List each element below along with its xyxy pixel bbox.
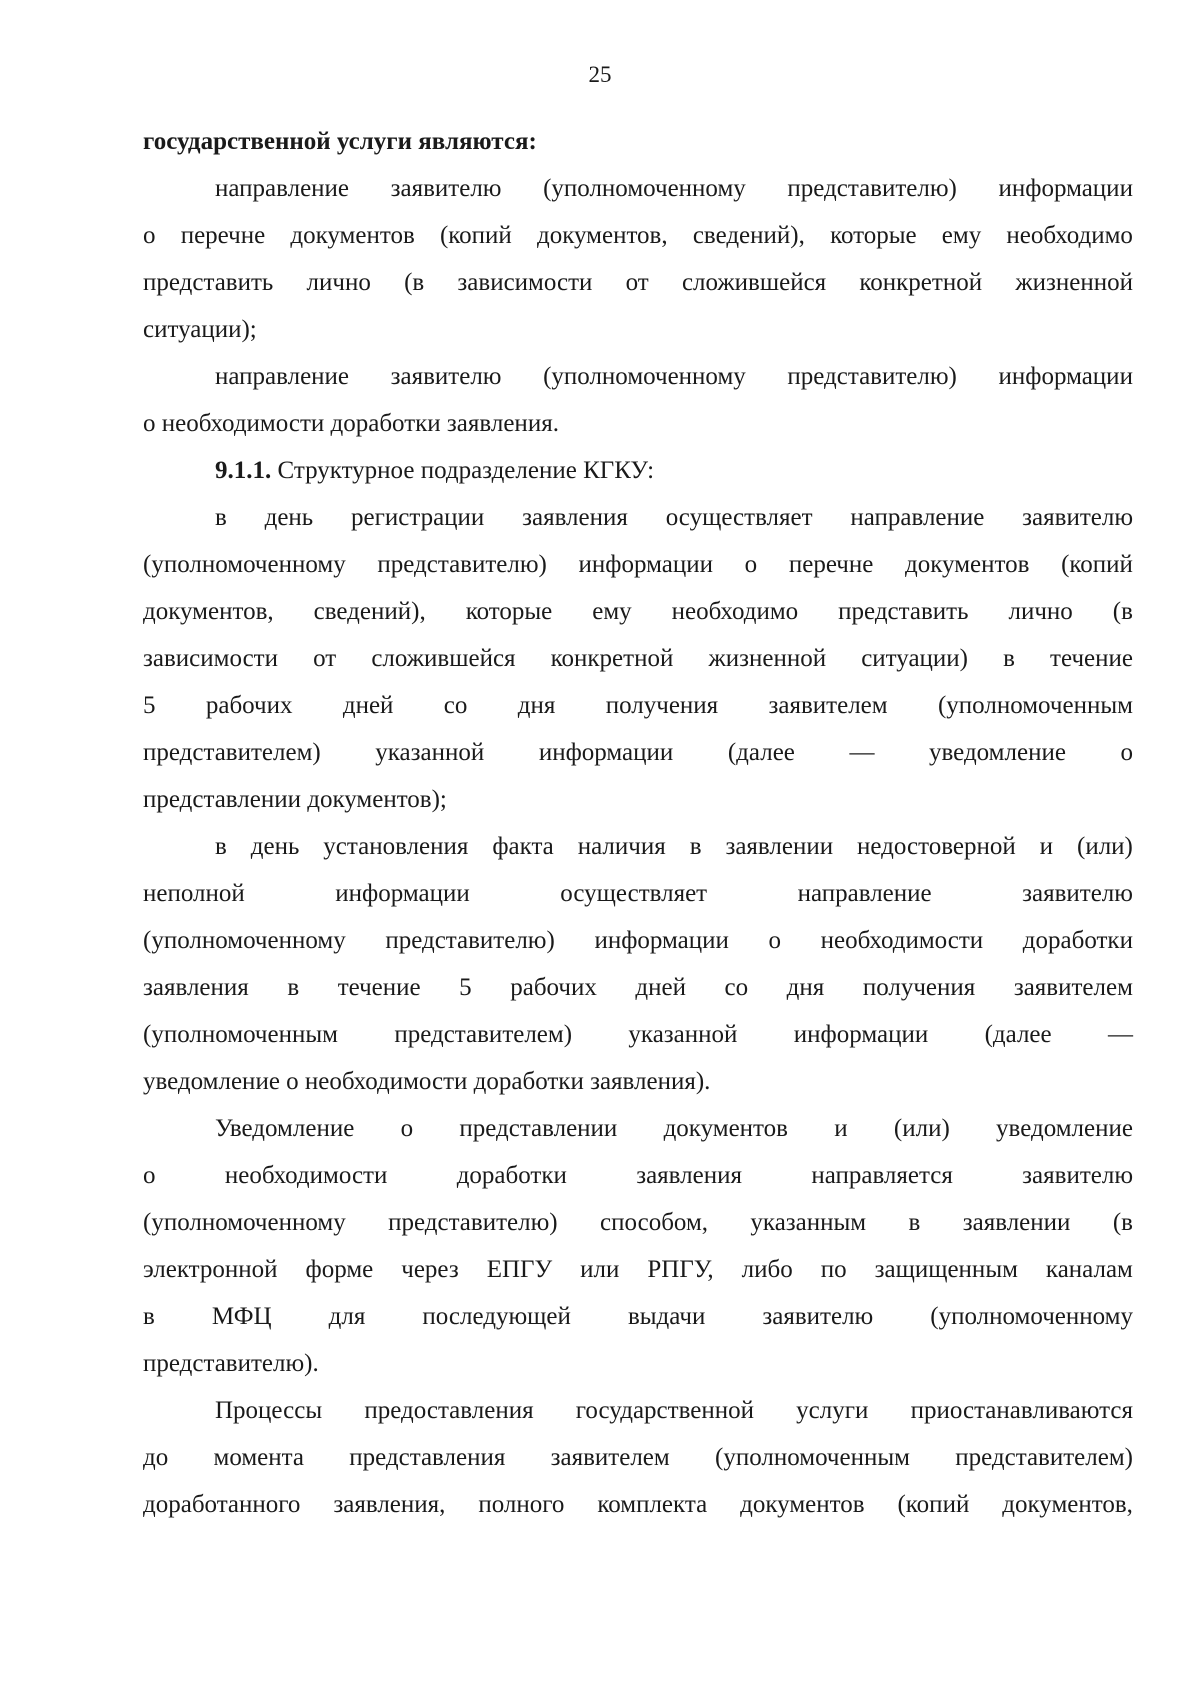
word: доработки <box>1022 927 1133 954</box>
word: Уведомление <box>215 1115 355 1142</box>
word: направление <box>215 363 350 390</box>
word: представителю) <box>385 927 555 954</box>
paragraph-line <box>143 1387 1133 1434</box>
word: течение <box>337 974 421 1001</box>
paragraph-line <box>143 1293 1133 1340</box>
paragraph-line <box>143 1105 1133 1152</box>
word: момента <box>213 1444 304 1471</box>
word: документов, <box>143 598 274 625</box>
word: документов, <box>1002 1491 1133 1518</box>
word: ему <box>941 222 982 249</box>
word: (в <box>1112 598 1133 625</box>
page-number: 25 <box>588 62 612 87</box>
word: от <box>625 269 649 296</box>
word: (в <box>404 269 425 296</box>
word: дня <box>517 692 556 719</box>
word: в <box>689 833 702 860</box>
word: заявителем <box>550 1444 670 1471</box>
word: конкретной <box>859 269 983 296</box>
word: документов <box>290 222 415 249</box>
word: (уполномоченным <box>715 1444 910 1471</box>
word: заявителю <box>390 363 502 390</box>
paragraph-suspension <box>143 1387 1133 1528</box>
word: день <box>264 504 314 531</box>
word: со <box>724 974 749 1001</box>
paragraph-line <box>143 165 1133 212</box>
paragraph-line: ситуации); <box>143 316 257 343</box>
word: осуществляет <box>560 880 708 907</box>
word: услуги <box>796 1397 869 1424</box>
word: информации <box>998 363 1133 390</box>
word: заявления, <box>333 1491 446 1518</box>
word: течение <box>1050 645 1133 672</box>
word: представителю) <box>787 363 957 390</box>
word: направление <box>797 880 932 907</box>
word: заявления <box>143 974 249 1001</box>
word: — <box>1107 1021 1133 1048</box>
word: РПГУ, <box>647 1256 714 1283</box>
paragraph-line <box>143 259 1133 306</box>
word: для <box>328 1303 366 1330</box>
word: (уполномоченному <box>930 1303 1133 1330</box>
word: информации <box>998 175 1133 202</box>
paragraph-line <box>143 212 1133 259</box>
word: недостоверной <box>857 833 1016 860</box>
word: зависимости <box>143 645 278 672</box>
word: заявителю <box>1022 1162 1133 1189</box>
word: заявлении <box>962 1209 1071 1236</box>
word: направляется <box>811 1162 953 1189</box>
word: ему <box>592 598 632 625</box>
word: ЕПГУ <box>486 1256 553 1283</box>
word: дней <box>635 974 686 1001</box>
paragraph-incomplete-info <box>143 823 1133 1105</box>
paragraph-line <box>143 541 1133 588</box>
paragraph-line <box>143 964 1133 1011</box>
word: (уполномоченным <box>937 692 1133 719</box>
word: в <box>287 974 300 1001</box>
word: представлении <box>459 1115 618 1142</box>
word: необходимо <box>1006 222 1133 249</box>
word: заявлении <box>725 833 834 860</box>
paragraph-line: государственной услуги являются: <box>143 128 537 155</box>
paragraph-line <box>143 1481 1133 1528</box>
word: (или) <box>1077 833 1133 860</box>
paragraph-line <box>143 917 1133 964</box>
word: о <box>143 222 156 249</box>
word: (далее <box>984 1021 1052 1048</box>
word: (копий <box>897 1491 970 1518</box>
word: лично <box>306 269 371 296</box>
word: представителю) <box>377 551 547 578</box>
word: документов <box>663 1115 788 1142</box>
word: факта <box>492 833 554 860</box>
paragraph-line <box>143 870 1133 917</box>
word: доработки <box>456 1162 567 1189</box>
word: через <box>401 1256 459 1283</box>
word: в <box>143 1303 155 1330</box>
word: полного <box>478 1491 565 1518</box>
word: заявления <box>522 504 628 531</box>
word: о <box>744 551 758 578</box>
word: ситуации) <box>861 645 969 672</box>
word: сложившейся <box>681 269 827 296</box>
word: (уполномоченному <box>143 1209 346 1236</box>
paragraph-line: представителю). <box>143 1350 319 1377</box>
word: конкретной <box>550 645 674 672</box>
word: неполной <box>143 880 245 907</box>
word: и <box>834 1115 848 1142</box>
word: со <box>443 692 468 719</box>
word: (или) <box>893 1115 950 1142</box>
word: заявителем <box>1013 974 1133 1001</box>
word: о <box>768 927 782 954</box>
word: доработанного <box>143 1491 301 1518</box>
word: способом, <box>600 1209 709 1236</box>
word: Процессы <box>215 1397 323 1424</box>
word: форме <box>305 1256 374 1283</box>
word: (копий <box>1061 551 1133 578</box>
word: 5 <box>459 974 472 1001</box>
word: осуществляет <box>665 504 813 531</box>
word: комплекта <box>597 1491 708 1518</box>
word: установления <box>323 833 469 860</box>
word: либо <box>741 1256 793 1283</box>
paragraph-line: представлении документов); <box>143 786 447 813</box>
word: сведений), <box>313 598 426 625</box>
word: представителем) <box>955 1444 1133 1471</box>
paragraph-notification-documents <box>143 165 1133 353</box>
word: получения <box>862 974 976 1001</box>
word: в <box>908 1209 921 1236</box>
word: документов, <box>536 222 668 249</box>
word: необходимости <box>224 1162 388 1189</box>
word: уведомление <box>996 1115 1133 1142</box>
word: перечне <box>180 222 266 249</box>
word: о <box>400 1115 414 1142</box>
word: последующей <box>422 1303 571 1330</box>
paragraph-line <box>143 823 1133 870</box>
word: МФЦ <box>211 1303 272 1330</box>
word: по <box>820 1256 847 1283</box>
word: рабочих <box>205 692 293 719</box>
word: представить <box>143 269 274 296</box>
paragraph-line <box>143 682 1133 729</box>
word: заявителю <box>1022 504 1133 531</box>
paragraph-line <box>143 1246 1133 1293</box>
paragraph-registration-day <box>143 494 1133 823</box>
word: сведений), <box>692 222 805 249</box>
word: информации <box>578 551 713 578</box>
paragraph-notification-delivery <box>143 1105 1133 1387</box>
word: или <box>580 1256 620 1283</box>
word: информации <box>594 927 729 954</box>
document-body <box>143 118 1133 1528</box>
word: получения <box>605 692 719 719</box>
word: о <box>1120 739 1133 766</box>
word: перечне <box>788 551 874 578</box>
paragraph-line <box>143 1152 1133 1199</box>
word: и <box>1039 833 1054 860</box>
word: жизненной <box>708 645 827 672</box>
word: каналам <box>1045 1256 1133 1283</box>
word: лично <box>1008 598 1073 625</box>
paragraph-line: о необходимости доработки заявления. <box>143 410 559 437</box>
paragraph-line <box>143 635 1133 682</box>
word: наличия <box>577 833 666 860</box>
word: защищенным <box>874 1256 1018 1283</box>
word: заявителем <box>768 692 888 719</box>
word: которые <box>830 222 917 249</box>
word: необходимости <box>820 927 984 954</box>
word: рабочих <box>510 974 597 1001</box>
word: приостанавливаются <box>910 1397 1133 1424</box>
word: представителем) <box>143 739 321 766</box>
word: государственной <box>575 1397 754 1424</box>
word: уведомление <box>929 739 1066 766</box>
paragraph-line <box>143 1011 1133 1058</box>
paragraph-line <box>143 353 1133 400</box>
word: направление <box>850 504 985 531</box>
word: до <box>143 1444 169 1471</box>
paragraph-line <box>143 1199 1133 1246</box>
word: (копий <box>439 222 512 249</box>
word: представителю) <box>388 1209 558 1236</box>
word: представителем) <box>394 1021 573 1048</box>
word: электронной <box>143 1256 278 1283</box>
word: в <box>1003 645 1015 672</box>
word: зависимости <box>457 269 593 296</box>
word: представителю) <box>787 175 957 202</box>
word: указанной <box>628 1021 738 1048</box>
word: указанной <box>375 739 485 766</box>
word: представить <box>838 598 969 625</box>
word: информации <box>538 739 674 766</box>
word: указанным <box>750 1209 867 1236</box>
word: сложившейся <box>371 645 516 672</box>
word: 5 <box>143 692 156 719</box>
paragraph-notification-rework <box>143 353 1133 447</box>
word: информации <box>793 1021 929 1048</box>
word: заявителю <box>1022 880 1133 907</box>
word: заявителю <box>762 1303 874 1330</box>
word: (в <box>1112 1209 1133 1236</box>
word: (уполномоченному <box>143 927 346 954</box>
word: (уполномоченному <box>543 363 746 390</box>
paragraph-line <box>143 729 1133 776</box>
word: заявления <box>636 1162 742 1189</box>
word: документов <box>740 1491 865 1518</box>
word: в <box>215 833 227 860</box>
word: (уполномоченному <box>143 551 346 578</box>
paragraph-line: уведомление о необходимости доработки заявления). <box>143 1068 711 1095</box>
word: выдачи <box>627 1303 706 1330</box>
word: предоставления <box>364 1397 534 1424</box>
word: жизненной <box>1015 269 1133 296</box>
word: дней <box>342 692 394 719</box>
section-heading-9-1-1 <box>143 447 1133 494</box>
word: — <box>849 739 875 766</box>
section-title: Структурное подразделение КГКУ: <box>271 457 655 484</box>
word: направление <box>215 175 350 202</box>
paragraph-line <box>143 1434 1133 1481</box>
word: (уполномоченному <box>543 175 746 202</box>
word: дня <box>786 974 825 1001</box>
word: в <box>215 504 227 531</box>
word: от <box>313 645 337 672</box>
word: информации <box>335 880 470 907</box>
word: день <box>250 833 300 860</box>
word: представления <box>349 1444 506 1471</box>
word: которые <box>465 598 553 625</box>
section-number: 9.1.1. <box>215 457 272 484</box>
paragraph-line <box>143 588 1133 635</box>
word: документов <box>905 551 1030 578</box>
word: (уполномоченным <box>143 1021 338 1048</box>
word: о <box>143 1162 156 1189</box>
paragraph-line <box>143 494 1133 541</box>
word: необходимо <box>671 598 799 625</box>
word: (далее <box>727 739 795 766</box>
word: заявителю <box>390 175 502 202</box>
word: регистрации <box>351 504 485 531</box>
